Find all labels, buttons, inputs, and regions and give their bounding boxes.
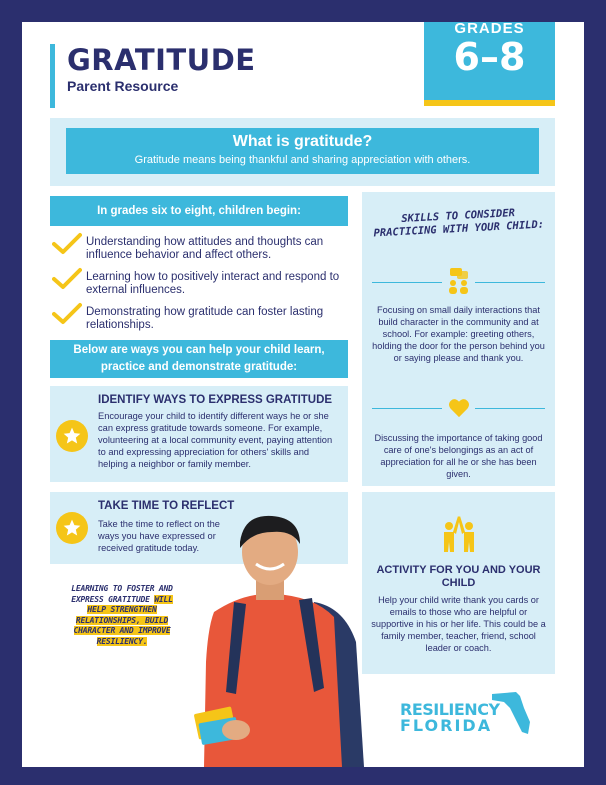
grades-intro-heading: In grades six to eight, children begin:	[50, 196, 348, 226]
list-item	[52, 306, 348, 331]
skills-panel	[362, 192, 555, 494]
list-item	[52, 271, 348, 296]
grade-label: GRADES	[454, 22, 525, 37]
what-title: What is gratitude?	[232, 133, 373, 150]
skill-text-2: Discussing the importance of taking good care of one's belongings as an act of appreciation for all he or she has been given.	[374, 433, 543, 479]
card-identify-ways	[50, 386, 348, 482]
activity-title: ACTIVITY FOR YOU AND YOUR CHILD	[376, 564, 541, 589]
heart-icon	[448, 398, 470, 418]
bullet-text: Understanding how attitudes and thoughts can influence behavior and affect others.	[86, 236, 324, 261]
bullet-text: Demonstrating how gratitude can foster lasting relationships.	[86, 306, 324, 331]
resiliency-quote	[60, 584, 184, 647]
activity-panel	[362, 486, 555, 674]
ways-heading: Below are ways you can help your child learn, practice and demonstrate gratitude:	[50, 340, 348, 378]
skill-text-1: Focusing on small daily interactions that build character in the community and at school. For example: greeting others, holding the door for the person behind you or saying please and thank you.	[372, 305, 545, 363]
what-is-gratitude-section	[50, 118, 555, 186]
card-text: Take the time to reflect on the ways you have expressed or received gratitude today.	[98, 519, 220, 553]
title-block	[50, 44, 256, 108]
logo-line1: RESILIENCY	[400, 700, 500, 719]
checkmark-icon	[52, 232, 82, 256]
card-title: TAKE TIME TO REFLECT	[98, 500, 235, 512]
resiliency-florida-logo	[394, 688, 534, 738]
grade-badge	[424, 22, 555, 106]
bullet-text: Learning how to positively interact and respond to external influences.	[86, 271, 340, 296]
grade-range: 6–8	[453, 35, 526, 79]
page-title: GRATITUDE	[67, 43, 256, 77]
divider	[372, 408, 442, 409]
star-icon	[56, 512, 88, 544]
page-subtitle: Parent Resource	[67, 78, 179, 94]
what-is-gratitude-box	[66, 128, 539, 174]
card-title: IDENTIFY WAYS TO EXPRESS GRATITUDE	[98, 394, 333, 406]
quote-part1: LEARNING TO FOSTER AND EXPRESS GRATITUDE	[71, 584, 173, 604]
logo-line2: FLORIDA	[400, 716, 493, 735]
divider	[372, 282, 442, 283]
flyer-page	[22, 22, 584, 767]
what-text: Gratitude means being thankful and sharing appreciation with others.	[134, 154, 471, 166]
bullet-list	[52, 236, 348, 341]
high-five-icon	[438, 510, 480, 552]
star-icon	[56, 420, 88, 452]
skills-title: SKILLS TO CONSIDER PRACTICING WITH YOUR CHILD:	[373, 207, 545, 240]
activity-text: Help your child write thank you cards or emails to those who are helpful or supportive in his or her life. This could be a family member, teacher, friend, school leader or coach.	[371, 595, 546, 653]
quote-part2: WILL HELP STRENGTHEN RELATIONSHIPS, BUILD CHARACTER AND IMPROVE RESILIENCY.	[73, 594, 173, 646]
card-text: Encourage your child to identify different ways he or she can express gratitude towards someone. For example, volunteering at a local community event, paying attention to and expressing appreciation for others' skills and helping a neighbor or family member.	[98, 411, 333, 469]
student-photo	[174, 492, 374, 767]
people-icon	[448, 268, 470, 294]
divider	[475, 282, 545, 283]
divider	[475, 408, 545, 409]
checkmark-icon	[52, 267, 82, 291]
checkmark-icon	[52, 302, 82, 326]
list-item	[52, 236, 348, 261]
